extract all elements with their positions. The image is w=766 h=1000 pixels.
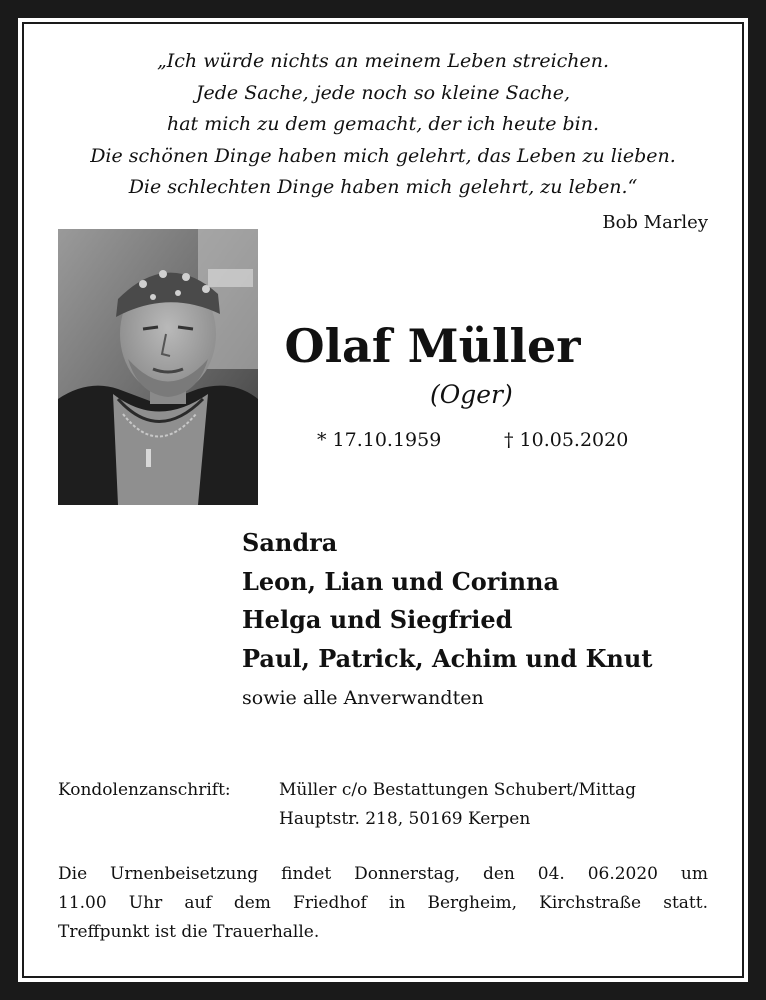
quote-line: Die schönen Dinge haben mich gelehrt, das Leben zu lieben. bbox=[90, 144, 676, 167]
burial-line: Treffpunkt ist die Trauerhalle. bbox=[58, 922, 320, 942]
portrait-photo bbox=[58, 229, 258, 505]
condolence-address bbox=[279, 776, 636, 834]
address-line: Müller c/o Bestattungen Schubert/Mittag bbox=[279, 780, 637, 800]
death-date: † 10.05.2020 bbox=[504, 429, 629, 451]
birth-date: * 17.10.1959 bbox=[317, 429, 442, 451]
quote-line: „Ich würde nichts an meinem Leben streichen. bbox=[156, 50, 610, 72]
quote-block bbox=[30, 46, 736, 204]
address-line: Hauptstr. 218, 50169 Kerpen bbox=[279, 809, 531, 829]
quote-author: Bob Marley bbox=[602, 212, 708, 233]
quote-line: Jede Sache, jede noch so kleine Sache, bbox=[195, 81, 571, 104]
burial-notice bbox=[58, 860, 708, 947]
deceased-name: Olaf Müller bbox=[284, 319, 581, 373]
family-member: Sandra bbox=[242, 528, 338, 557]
burial-line: Die Urnenbeisetzung findet Donnerstag, den 04. 06.2020 um bbox=[58, 864, 708, 884]
family-list bbox=[242, 524, 652, 678]
relatives-line: sowie alle Anverwandten bbox=[242, 687, 484, 709]
family-member: Paul, Patrick, Achim und Knut bbox=[242, 643, 653, 673]
family-member: Helga und Siegfried bbox=[242, 605, 513, 634]
quote-line: hat mich zu dem gemacht, der ich heute bin. bbox=[166, 113, 600, 135]
burial-line: 11.00 Uhr auf dem Friedhof in Bergheim, Kirchstraße statt. bbox=[58, 893, 708, 913]
family-member: Leon, Lian und Corinna bbox=[242, 566, 560, 596]
condolence-label: Kondolenzanschrift: bbox=[58, 780, 231, 800]
deceased-nickname: (Oger) bbox=[430, 380, 513, 409]
quote-line: Die schlechten Dinge haben mich gelehrt, zu leben.“ bbox=[128, 176, 638, 198]
